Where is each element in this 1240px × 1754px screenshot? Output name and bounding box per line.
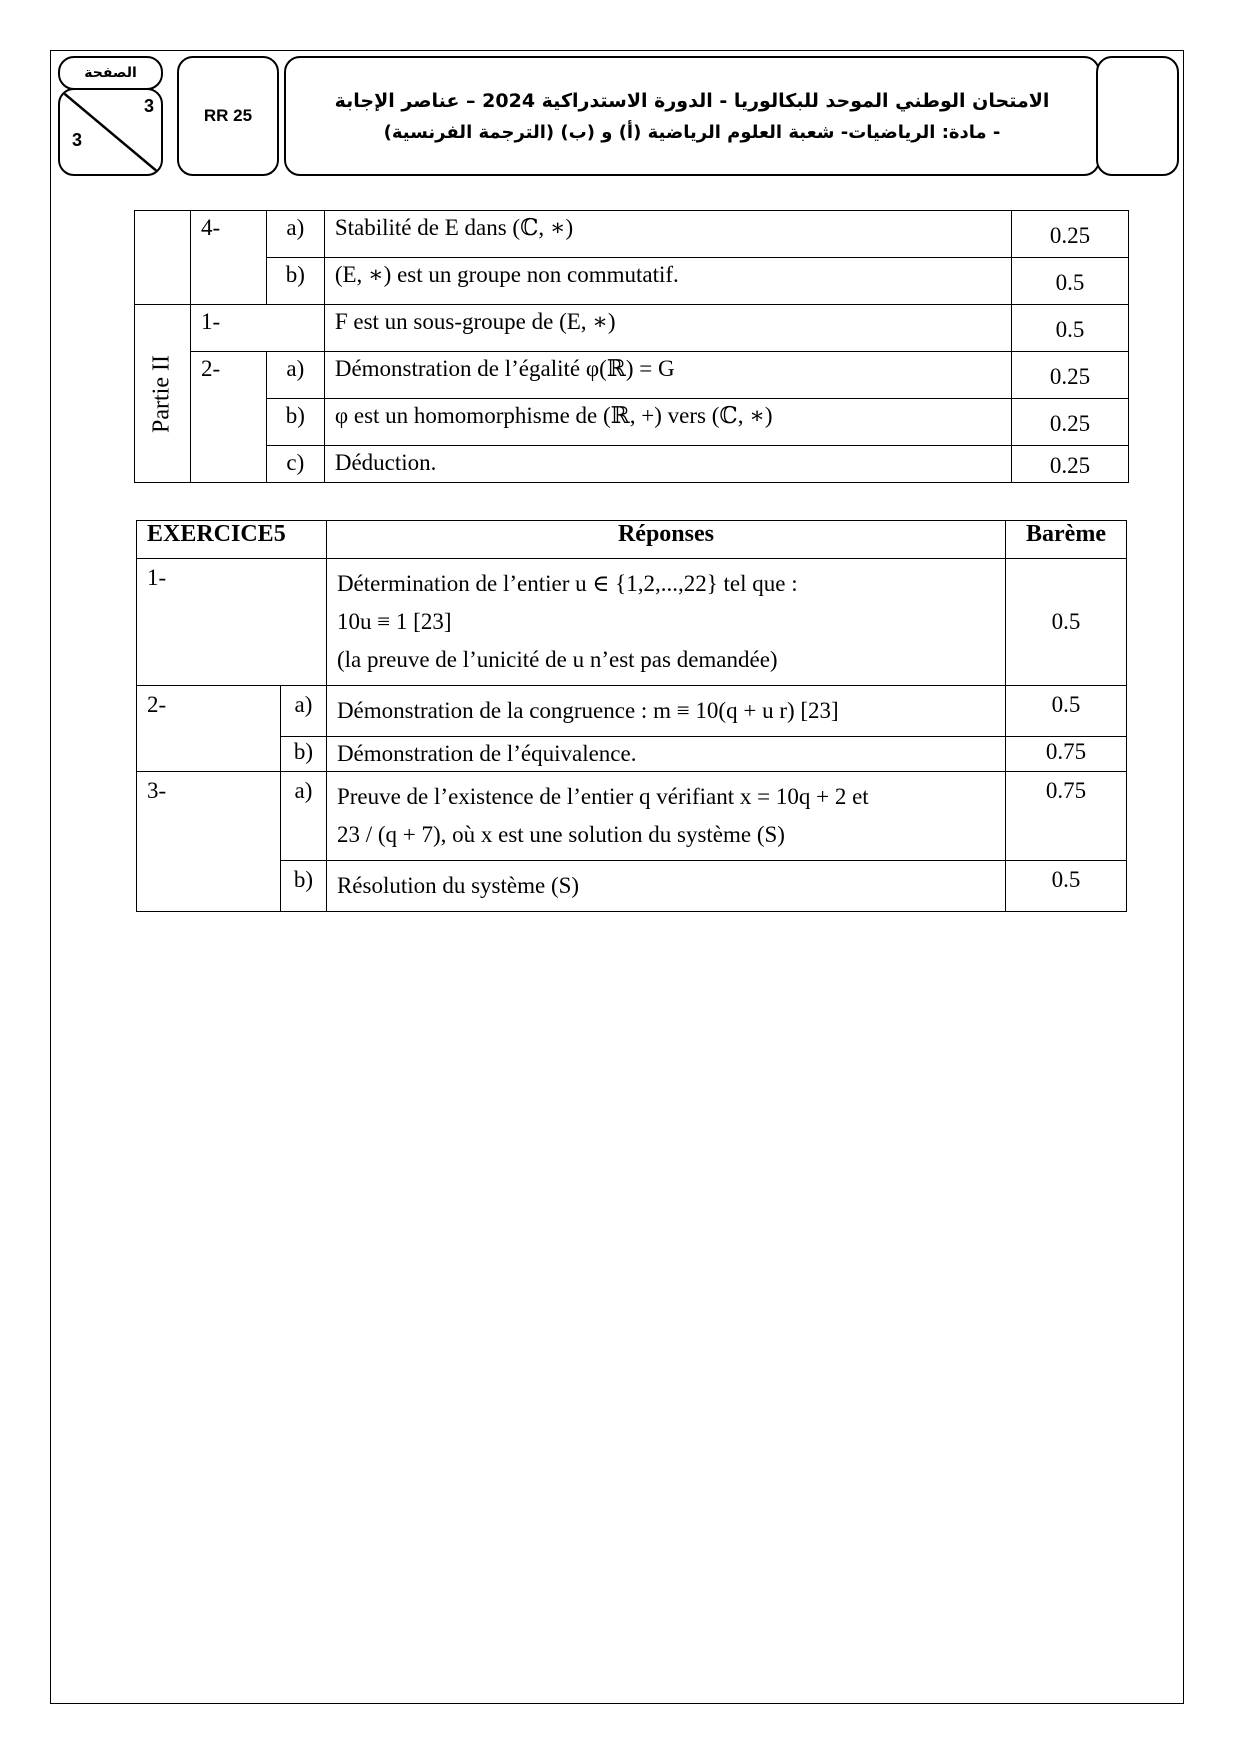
question-number: 2- xyxy=(137,686,281,772)
table-row xyxy=(137,737,1127,772)
exam-code-text: RR 25 xyxy=(203,106,253,125)
score: 0.25 xyxy=(1012,399,1129,446)
page-number-box xyxy=(58,88,163,176)
sub-question: a) xyxy=(280,686,326,737)
question-number: 1- xyxy=(137,559,327,686)
answer-text xyxy=(326,737,1005,772)
table-row xyxy=(135,352,1129,399)
score: 0.25 xyxy=(1012,352,1129,399)
page-current: 3 xyxy=(144,96,155,116)
page-total: 3 xyxy=(72,130,83,150)
table-row xyxy=(135,211,1129,258)
answer-text: Stabilité de E dans (ℂ, ∗) xyxy=(324,211,1011,258)
table-row xyxy=(137,686,1127,737)
answer-line: Détermination de l’entier u ∈ {1,2,...,22} tel que : xyxy=(336,571,798,596)
partie-label xyxy=(135,305,191,483)
answer-text xyxy=(326,861,1005,912)
answer-line: (la preuve de l’unicité de u n’est pas demandée) xyxy=(336,647,778,672)
sub-question: b) xyxy=(280,737,326,772)
sub-question: a) xyxy=(280,772,326,861)
sub-question: a) xyxy=(266,352,324,399)
grading-table-part2 xyxy=(134,210,1129,483)
partie-label-text: Partie II xyxy=(148,354,175,433)
header-exercise: EXERCICE5 xyxy=(137,521,327,559)
question-number: 4- xyxy=(190,211,266,305)
answer-text: Déduction. xyxy=(324,446,1011,483)
question-number: 3- xyxy=(137,772,281,912)
answer-text: (E, ∗) est un groupe non commutatif. xyxy=(324,258,1011,305)
table-row xyxy=(135,399,1129,446)
table-row xyxy=(135,446,1129,483)
answer-text xyxy=(326,772,1005,861)
empty-cell xyxy=(135,211,191,305)
score: 0.75 xyxy=(1006,737,1127,772)
answer-line: Démonstration de la congruence : m ≡ 10(q + u r) [23] xyxy=(336,698,839,723)
score: 0.5 xyxy=(1012,258,1129,305)
exam-title xyxy=(284,56,1100,176)
answer-text: φ est un homomorphisme de (ℝ, +) vers (ℂ, ∗) xyxy=(324,399,1011,446)
score: 0.25 xyxy=(1012,211,1129,258)
answer-text: F est un sous-groupe de (E, ∗) xyxy=(324,305,1011,352)
page-label-text: الصفحة xyxy=(84,65,137,81)
sub-question: c) xyxy=(266,446,324,483)
question-number: 1- xyxy=(190,305,324,352)
score: 0.25 xyxy=(1012,446,1129,483)
blank-box xyxy=(1096,56,1179,176)
grading-table-exercice5 xyxy=(136,520,1127,912)
sub-question: b) xyxy=(266,399,324,446)
table-row xyxy=(135,258,1129,305)
sub-question: a) xyxy=(266,211,324,258)
sub-question: b) xyxy=(280,861,326,912)
sub-question: b) xyxy=(266,258,324,305)
exam-code xyxy=(177,56,279,176)
page-label xyxy=(58,56,163,90)
answer-line: Preuve de l’existence de l’entier q vérifiant x = 10q + 2 et xyxy=(336,784,869,809)
answer-text: Démonstration de l’égalité φ(ℝ) = G xyxy=(324,352,1011,399)
table-row xyxy=(137,861,1127,912)
score: 0.5 xyxy=(1006,559,1127,686)
table-row xyxy=(137,772,1127,861)
question-number: 2- xyxy=(190,352,266,483)
header-answers: Réponses xyxy=(326,521,1005,559)
header-points: Barème xyxy=(1006,521,1127,559)
title-line-2: - مادة: الرياضيات- شعبة العلوم الرياضية (أ) و (ب) (الترجمة الفرنسية) xyxy=(383,121,1001,143)
table-header-row xyxy=(137,521,1127,559)
answer-line: 10u ≡ 1 [23] xyxy=(336,609,452,634)
title-line-1: الامتحان الوطني الموحد للبكالوريا - الدورة الاستدراكية 2024 – عناصر الإجابة xyxy=(334,89,1050,112)
answer-line: 23 / (q + 7), où x est une solution du système (S) xyxy=(336,822,785,847)
score: 0.5 xyxy=(1006,686,1127,737)
score: 0.5 xyxy=(1006,861,1127,912)
answer-text xyxy=(326,559,1005,686)
table-row xyxy=(137,559,1127,686)
table-row xyxy=(135,305,1129,352)
score: 0.5 xyxy=(1012,305,1129,352)
answer-text xyxy=(326,686,1005,737)
answer-line: Résolution du système (S) xyxy=(336,873,580,898)
score: 0.75 xyxy=(1006,772,1127,861)
answer-line: Démonstration de l’équivalence. xyxy=(336,741,637,766)
